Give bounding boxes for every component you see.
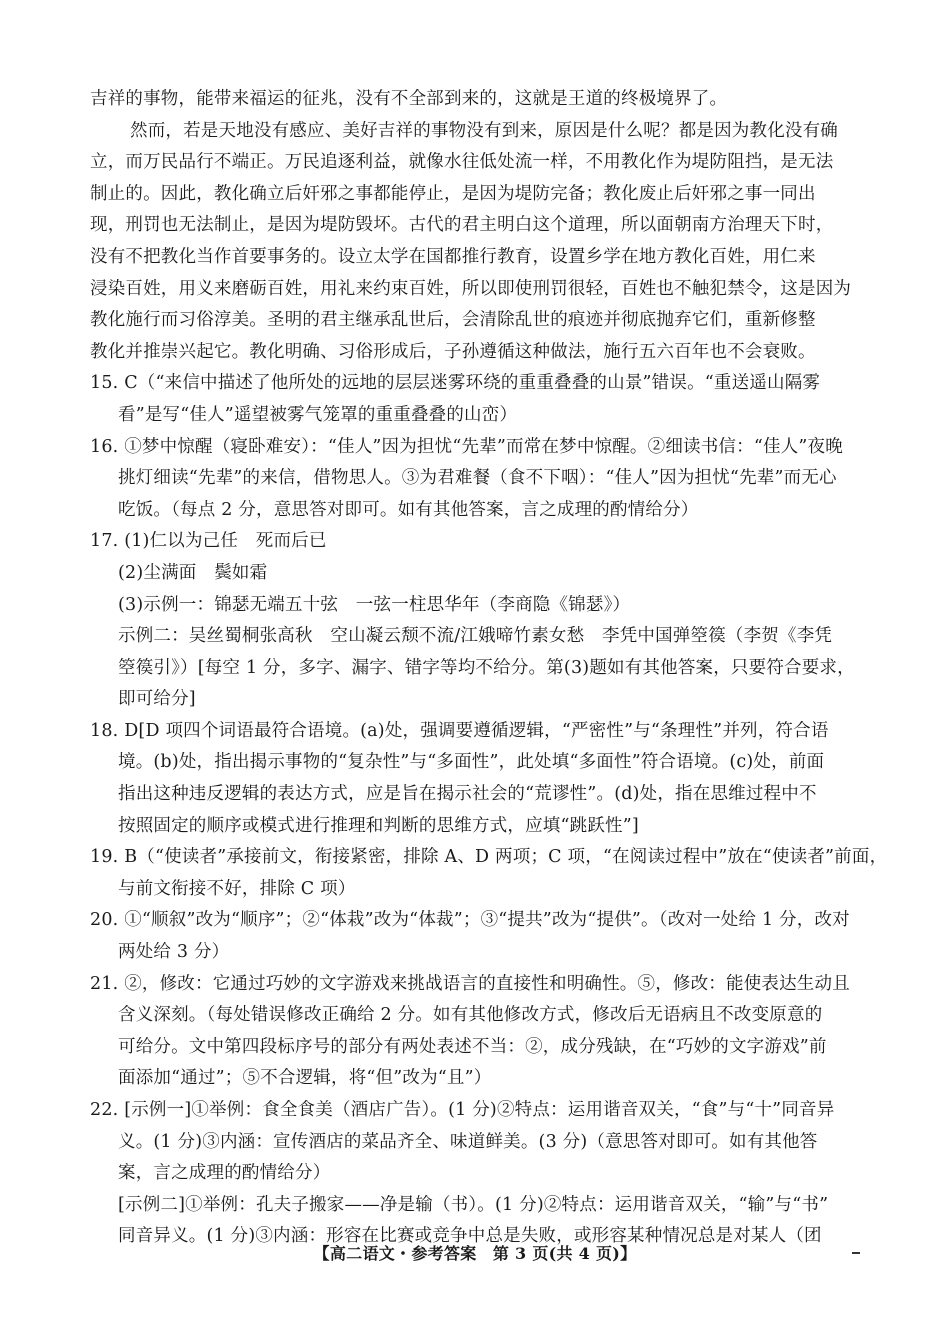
text-line: 面添加“通过”；⑤不合逻辑，将“但”改为“且”） [118, 1068, 492, 1089]
text-line: 可给分。文中第四段标序号的部分有两处表述不当：②，成分残缺，在“巧妙的文字游戏”前 [118, 1036, 827, 1057]
text-line: 两处给 3 分） [118, 942, 230, 963]
text-line: [示例二]①举例：孔夫子搬家——净是输（书）。(1 分)②特点：运用谐音双关，“输”与“书” [118, 1194, 829, 1215]
answer-15: 15. C（“来信中描述了他所处的远地的层层迷雾环绕的重重叠叠的山景”错误。“重送遥山隔雾 [90, 373, 821, 394]
answer-17: 17. (1)仁以为己任 死而后已 [90, 531, 327, 552]
text-line: 教化施行而习俗淳美。圣明的君主继承乱世后，会清除乱世的痕迹并彻底抛弃它们，重新修整 [90, 310, 816, 331]
text-line: 制止的。因此，教化确立后奸邪之事都能停止，是因为堤防完备；教化废止后奸邪之事一同出 [90, 183, 816, 204]
answer-16: 16. ①梦中惊醒（寝卧难安）：“佳人”因为担忧“先辈”而常在梦中惊醒。②细读书信：“佳人”夜晚 [90, 436, 843, 457]
text-line: 指出这种违反逻辑的表达方式，应是旨在揭示社会的“荒谬性”。(d)处，指在思维过程中不 [118, 784, 817, 805]
answer-22: 22. [示例一]①举例：食全食美（酒店广告）。(1 分)②特点：运用谐音双关，“食”与“十”同音异 [90, 1100, 835, 1120]
text-line: 然而，若是天地没有感应、美好吉祥的事物没有到来，原因是什么呢？都是因为教化没有确 [130, 120, 838, 141]
answer-19: 19. B（“使读者”承接前文，衔接紧密，排除 A、D 两项；C 项，“在阅读过程中”放在“使读者”前面， [90, 847, 888, 868]
text-line: 即可给分] [118, 689, 196, 710]
text-line: 看”是写“佳人”遥望被雾气笼罩的重重叠叠的山峦） [118, 404, 518, 425]
text-line: 示例二：吴丝蜀桐张高秋 空山凝云颓不流/江娥啼竹素女愁 李凭中国弹箜篌（李贺《李凭 [118, 626, 833, 647]
text-line: 教化并推崇兴起它。教化明确、习俗形成后，子孙遵循这种做法，施行五六百年也不会衰败。 [90, 341, 816, 362]
text-line: 没有不把教化当作首要事务的。设立太学在国都推行教育，设置乡学在地方教化百姓，用仁来 [90, 246, 816, 267]
text-line: 立，而万民品行不端正。万民追逐利益，就像水往低处流一样，不用教化作为堤防阻挡，是无法 [90, 152, 834, 173]
corner-mark [852, 1252, 860, 1254]
text-line: 与前文衔接不好，排除 C 项） [118, 878, 356, 899]
text-line: 义。(1 分)③内涵：宣传酒店的菜品齐全、味道鲜美。(3 分)（意思答对即可。如有其他答 [118, 1131, 818, 1152]
text-line: 吃饭。（每点 2 分，意思答对即可。如有其他答案，言之成理的酌情给分） [118, 499, 699, 520]
text-line: 现，刑罚也无法制止，是因为堤防毁坏。古代的君主明白这个道理，所以面朝南方治理天下时， [90, 215, 834, 236]
text-line: 挑灯细读“先辈”的来信，借物思人。③为君难餐（食不下咽）：“佳人”因为担忧“先辈”而无心 [118, 468, 837, 489]
document-body [90, 84, 888, 1253]
text-line: (2)尘满面 鬓如霜 [118, 562, 268, 583]
page-footer: 【高二语文・参考答案 第 3 页(共 4 页)】 [313, 1244, 637, 1263]
answer-21: 21. ②，修改：它通过巧妙的文字游戏来挑战语言的直接性和明确性。⑤，修改：能使表达生动且 [90, 973, 850, 994]
text-line: (3)示例一：锦瑟无端五十弦 一弦一柱思华年（李商隐《锦瑟》） [118, 594, 631, 615]
text-line: 箜篌引》）[每空 1 分，多字、漏字、错字等均不给分。第(3)题如有其他答案，只要符合要求， [118, 657, 855, 678]
answer-18: 18. D[D 项四个词语最符合语境。(a)处，强调要遵循逻辑，“严密性”与“条理性”并列，符合语 [90, 720, 829, 741]
text-line: 吉祥的事物，能带来福运的征兆，没有不全部到来的，这就是王道的终极境界了。 [90, 89, 728, 109]
text-line: 按照固定的顺序或模式进行推理和判断的思维方式，应填“跳跃性”] [118, 815, 639, 836]
text-line: 含义深刻。（每处错误修改正确给 2 分。如有其他修改方式，修改后无语病且不改变原意的 [118, 1005, 823, 1026]
answer-20: 20. ①“顺叙”改为“顺序”；②“体栽”改为“体裁”；③“提共”改为“提供”。（改对一处给 1 分，改对 [90, 910, 850, 931]
text-line: 案，言之成理的酌情给分） [118, 1163, 331, 1184]
text-line: 同音异义。(1 分)③内涵：形容在比赛或竞争中总是失败，或形容某种情况总是对某人（团 [118, 1226, 822, 1247]
text-line: 浸染百姓，用义来磨砺百姓，用礼来约束百姓，所以即使刑罚很轻，百姓也不触犯禁令，这是因为 [90, 278, 852, 299]
text-line: 境。(b)处，指出揭示事物的“复杂性”与“多面性”，此处填“多面性”符合语境。(c)处，前面 [118, 752, 825, 773]
